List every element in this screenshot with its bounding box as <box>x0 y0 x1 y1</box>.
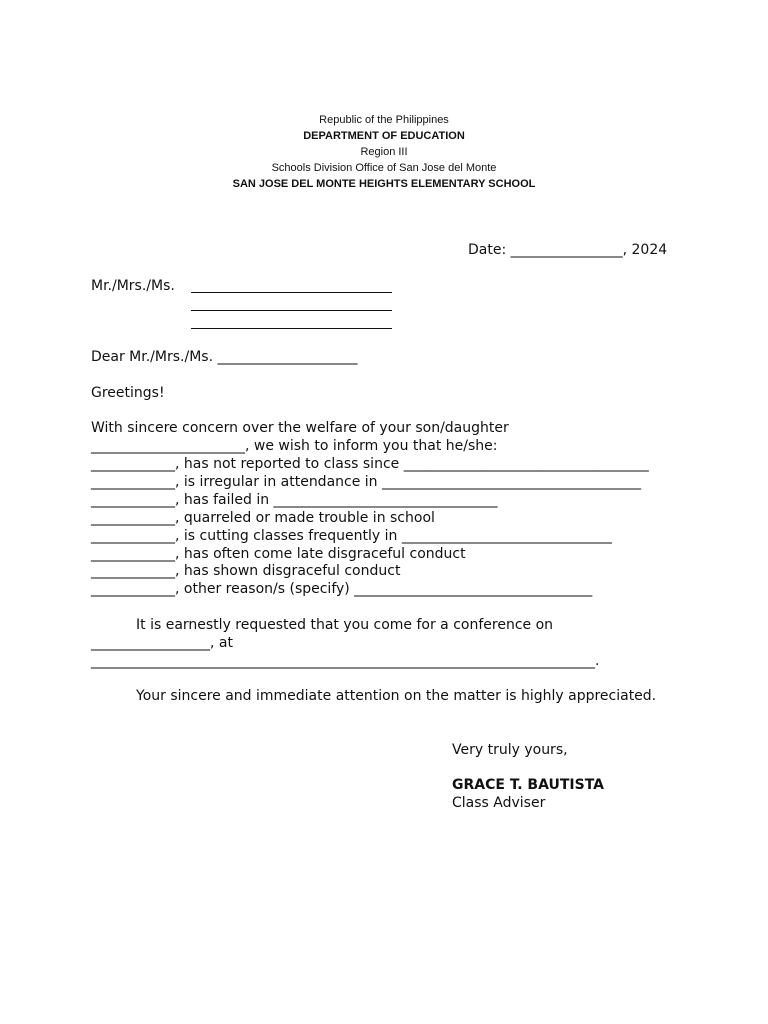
addressee-line-2 <box>191 310 392 311</box>
reason-item: ____________, has often come late disgraceful conduct <box>91 546 466 562</box>
addressee-label: Mr./Mrs./Ms. <box>91 278 175 294</box>
addressee-line-1 <box>191 292 392 293</box>
signer-title: Class Adviser <box>452 795 546 811</box>
intro-line-1: With sincere concern over the welfare of your son/daughter <box>91 420 509 436</box>
reason-item: ____________, quarreled or made trouble in school <box>91 510 435 526</box>
reason-item: ____________, is cutting classes frequently in ______________________________ <box>91 528 612 544</box>
appreciation-paragraph: Your sincere and immediate attention on the matter is highly appreciated. <box>136 688 657 704</box>
header-school: SAN JOSE DEL MONTE HEIGHTS ELEMENTARY SCHOOL <box>232 178 536 190</box>
reason-item: ____________, is irregular in attendance in _____________________________________ <box>91 474 641 490</box>
reason-item: ____________, has shown disgraceful conduct <box>91 563 401 579</box>
letterhead <box>0 112 768 192</box>
reason-item: ____________, has failed in ________________________________ <box>91 492 498 508</box>
reason-item: ____________, other reason/s (specify) __________________________________ <box>91 581 593 597</box>
conference-request-line-1: It is earnestly requested that you come for a conference on <box>136 617 554 633</box>
signer-name: GRACE T. BAUTISTA <box>452 777 605 793</box>
header-department: DEPARTMENT OF EDUCATION <box>303 130 465 142</box>
intro-line-2: ______________________, we wish to inform you that he/she: <box>91 438 498 454</box>
greeting: Greetings! <box>91 385 165 401</box>
conference-request-line-2: _________________, at <box>91 635 233 651</box>
conference-request-line-3: ________________________________________________________________________. <box>91 653 600 669</box>
dear-line: Dear Mr./Mrs./Ms. ____________________ <box>91 349 358 365</box>
header-division: Schools Division Office of San Jose del Monte <box>271 162 497 174</box>
reason-item: ____________, has not reported to class since ___________________________________ <box>91 456 649 472</box>
closing: Very truly yours, <box>452 742 568 758</box>
date-line: Date: ________________, 2024 <box>468 242 668 258</box>
header-republic: Republic of the Philippines <box>319 114 449 126</box>
header-region: Region III <box>360 146 408 158</box>
addressee-line-3 <box>191 328 392 329</box>
